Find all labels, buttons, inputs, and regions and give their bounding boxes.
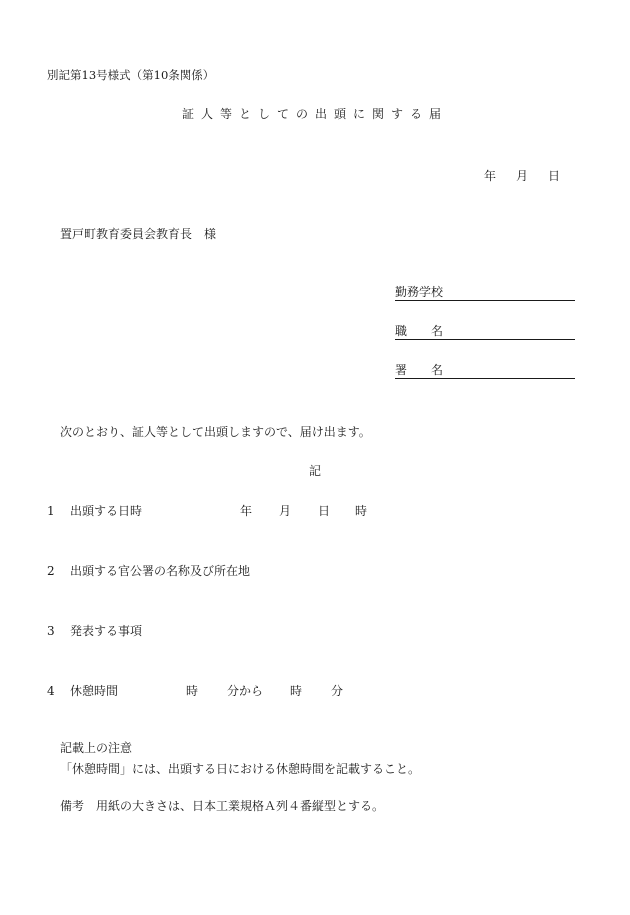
item-break-time [47, 685, 118, 697]
body-text: 次のとおり、証人等として出頭しますので、届け出ます。 [60, 425, 371, 439]
item-number: 4 [47, 684, 55, 698]
item-label: 出頭する官公署の名称及び所在地 [70, 564, 251, 578]
notes-heading: 記載上の注意 [60, 741, 133, 755]
item-appearance-datetime [47, 505, 142, 517]
job-title-field-label: 職 名 [395, 324, 444, 338]
item-number: 3 [47, 624, 55, 638]
unit-minute-to: 分 [331, 684, 344, 698]
item-number: 2 [47, 564, 55, 578]
unit-hour: 時 [355, 504, 368, 518]
item-number: 1 [47, 504, 55, 518]
unit-day: 日 [318, 504, 331, 518]
date-month-label: 月 [516, 169, 529, 183]
addressee: 置戸町教育委員会教育長 様 [60, 227, 217, 241]
unit-hour-from: 時 [186, 684, 199, 698]
school-field[interactable] [395, 284, 575, 301]
ki-marker: 記 [308, 464, 321, 478]
unit-minute-from: 分から [227, 684, 264, 698]
item-label: 休憩時間 [70, 684, 119, 698]
item-label: 出頭する日時 [70, 504, 143, 518]
unit-hour-to: 時 [290, 684, 303, 698]
date-line [484, 170, 580, 182]
date-day-label: 日 [548, 169, 561, 183]
item-label: 発表する事項 [70, 624, 143, 638]
date-year-label: 年 [484, 169, 497, 183]
job-title-field[interactable] [395, 323, 575, 340]
document-title: 証人等としての出頭に関する届 [181, 107, 448, 121]
form-number: 別記第13号様式（第10条関係） [47, 68, 215, 82]
remarks: 備考 用紙の大きさは、日本工業規格Ａ列４番縦型とする。 [60, 799, 385, 813]
signature-field-label: 署 名 [395, 363, 444, 377]
notes-body: 「休憩時間」には、出頭する日における休憩時間を記載すること。 [60, 762, 421, 776]
item-presentation-matters [47, 625, 142, 637]
school-field-label: 勤務学校 [395, 285, 444, 299]
item-office-name-location [47, 565, 250, 577]
unit-month: 月 [279, 504, 292, 518]
signature-field[interactable] [395, 362, 575, 379]
unit-year: 年 [240, 504, 253, 518]
